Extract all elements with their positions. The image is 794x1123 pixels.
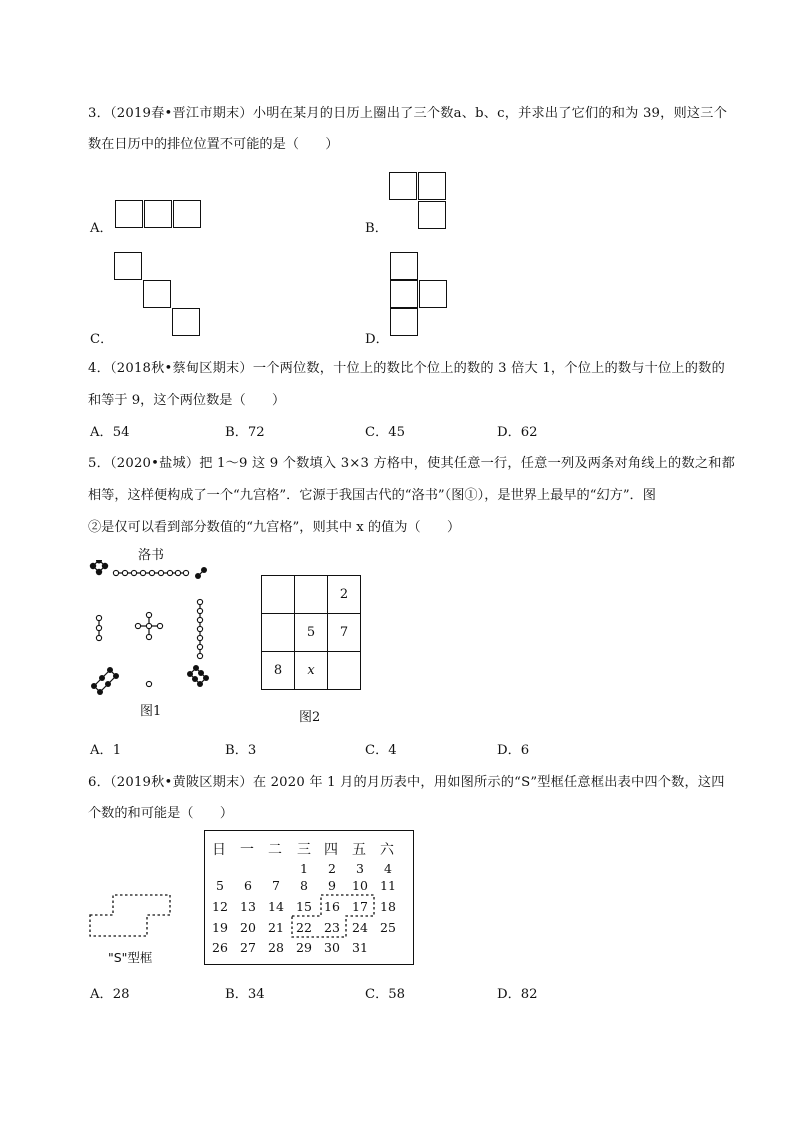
- calendar-day: 5: [216, 878, 224, 893]
- weekday-thu: 四: [324, 842, 338, 858]
- calendar-day: 26: [212, 940, 228, 955]
- calendar-day: 10: [352, 878, 368, 893]
- calendar-day: 17: [352, 899, 368, 914]
- weekday-fri: 五: [352, 842, 366, 858]
- q6-text-line1: 6．（2019秋•黄陂区期末）在 2020 年 1 月的月历表中，用如图所示的“S”型框任意框出表中四个数，这四: [88, 775, 725, 790]
- calendar-day: 8: [300, 878, 308, 893]
- calendar-day: 9: [328, 878, 336, 893]
- calendar-day: 4: [384, 861, 392, 876]
- calendar-day: 28: [268, 940, 284, 955]
- q5-text-line1: 5．（2020•盐城）把 1～9 这 9 个数填入 3×3 方格中，使其任意一行，任意一列及两条对角线上的数之和都: [88, 456, 735, 471]
- fig2-caption: 图2: [299, 710, 321, 725]
- calendar-day: 25: [380, 920, 396, 935]
- calendar-day: 11: [380, 878, 396, 893]
- q6-option-a: A．28: [90, 987, 130, 1002]
- q3-text-line1: 3．（2019春•晋江市期末）小明在某月的日历上圈出了三个数a、b、c，并求出了它们的和为 39，则这三个: [88, 106, 728, 121]
- calendar-day: 23: [324, 920, 340, 935]
- s-frame-figure: [88, 893, 174, 939]
- s-frame-caption: "S"型框: [108, 950, 153, 965]
- calendar-day: 14: [268, 899, 284, 914]
- calendar-day: 31: [352, 940, 368, 955]
- calendar-day: 13: [240, 899, 256, 914]
- grid-cell: 8: [261, 651, 295, 690]
- calendar-day: 12: [212, 899, 228, 914]
- calendar-day: 22: [296, 920, 312, 935]
- q4-option-d: D．62: [497, 425, 538, 440]
- grid-cell: [261, 613, 295, 652]
- fig1-caption: 图1: [140, 704, 162, 719]
- calendar-day: 19: [212, 920, 228, 935]
- grid-cell: [261, 575, 295, 614]
- weekday-sat: 六: [380, 842, 394, 858]
- weekday-tue: 二: [268, 842, 282, 858]
- luoshu-figure: [86, 560, 216, 700]
- q5-text-line2: 相等，这样便构成了一个“九宫格”．它源于我国古代的“洛书”（图①），是世界上最早的“幻方”．图: [88, 488, 656, 503]
- calendar-s-frame: [290, 893, 376, 939]
- weekday-sun: 日: [212, 842, 226, 858]
- q4-option-c: C．45: [365, 425, 406, 440]
- calendar-day: 16: [324, 899, 340, 914]
- calendar-day: 21: [268, 920, 284, 935]
- weekday-mon: 一: [240, 842, 254, 858]
- calendar-day: 2: [328, 861, 336, 876]
- q5-option-b: B．3: [225, 743, 257, 758]
- q4-option-b: B．72: [225, 425, 265, 440]
- q3-option-a-label: A．: [90, 221, 113, 236]
- q3-option-d-label: D．: [365, 332, 389, 347]
- luoshu-title: 洛书: [138, 548, 165, 563]
- grid-cell: [327, 651, 361, 690]
- calendar-day: 6: [244, 878, 252, 893]
- q4-text-line2: 和等于 9，这个两位数是（ ）: [88, 393, 286, 408]
- q6-text-line2: 个数的和可能是（ ）: [88, 806, 234, 821]
- calendar-day: 30: [324, 940, 340, 955]
- q6-option-d: D．82: [497, 987, 538, 1002]
- grid-cell: 5: [294, 613, 328, 652]
- calendar-day: 27: [240, 940, 256, 955]
- q3-option-b-label: B．: [365, 221, 388, 236]
- q5-option-d: D．6: [497, 743, 530, 758]
- q6-option-c: C．58: [365, 987, 406, 1002]
- grid-cell: 2: [327, 575, 361, 614]
- calendar-day: 29: [296, 940, 312, 955]
- calendar-day: 24: [352, 920, 368, 935]
- grid-cell: 7: [327, 613, 361, 652]
- q5-option-a: A．1: [90, 743, 122, 758]
- calendar-day: 1: [300, 861, 308, 876]
- grid-cell: [294, 575, 328, 614]
- q4-text-line1: 4．（2018秋•蔡甸区期末）一个两位数，十位上的数比个位上的数的 3 倍大 1，个位上的数与十位上的数的: [88, 361, 725, 376]
- calendar-day: 7: [272, 878, 280, 893]
- calendar-day: 20: [240, 920, 256, 935]
- calendar-day: 18: [380, 899, 396, 914]
- grid-cell-x: x: [294, 651, 328, 690]
- q5-text-line3: ②是仅可以看到部分数值的“九宫格”，则其中 x 的值为（ ）: [88, 520, 461, 535]
- q4-option-a: A．54: [90, 425, 130, 440]
- q6-option-b: B．34: [225, 987, 265, 1002]
- q3-option-c-label: C．: [90, 332, 114, 347]
- q3-text-line2: 数在日历中的排位位置不可能的是（ ）: [88, 137, 339, 152]
- calendar-day: 15: [296, 899, 312, 914]
- calendar-day: 3: [356, 861, 364, 876]
- q5-option-c: C．4: [365, 743, 397, 758]
- weekday-wed: 三: [297, 842, 311, 858]
